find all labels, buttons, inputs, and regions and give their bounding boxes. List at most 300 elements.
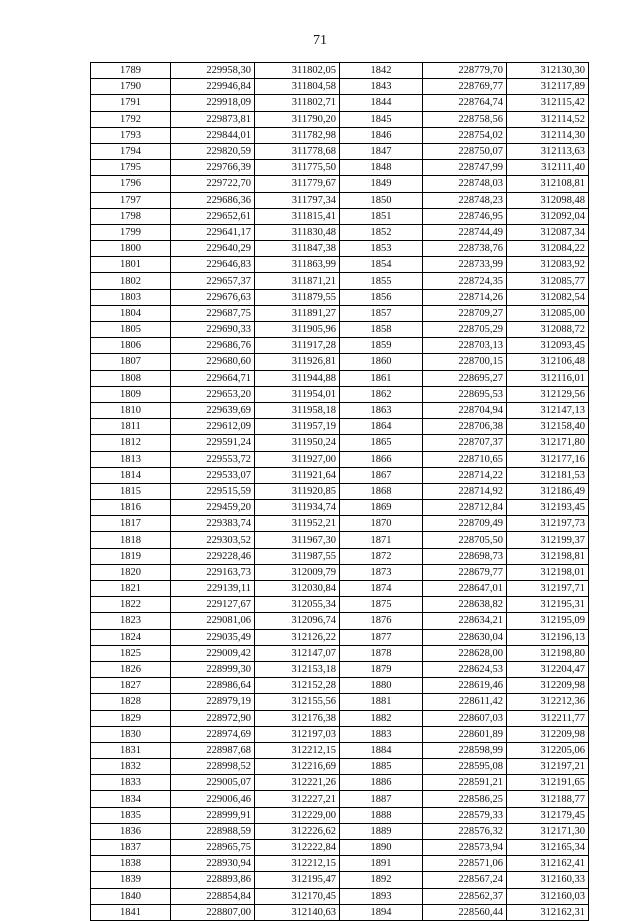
table-row	[91, 483, 589, 499]
x-coordinate-cell: 229680,60	[171, 354, 255, 370]
y-coordinate-cell: 311958,18	[255, 402, 340, 418]
y-coordinate-cell: 311950,24	[255, 435, 340, 451]
y-coordinate-cell: 311804,58	[255, 79, 340, 95]
x-coordinate-cell: 228972,90	[171, 710, 255, 726]
y-coordinate-cell: 312212,15	[255, 742, 340, 758]
point-number-cell: 1883	[340, 726, 423, 742]
point-number-cell: 1869	[340, 500, 423, 516]
point-number-cell: 1868	[340, 483, 423, 499]
y-coordinate-cell: 312197,71	[507, 581, 589, 597]
table-row	[91, 645, 589, 661]
x-coordinate-cell: 228560,44	[423, 904, 507, 920]
table-row	[91, 435, 589, 451]
x-coordinate-cell: 228595,08	[423, 759, 507, 775]
point-number-cell: 1852	[340, 224, 423, 240]
table-row	[91, 305, 589, 321]
point-number-cell: 1873	[340, 564, 423, 580]
x-coordinate-cell: 228703,13	[423, 338, 507, 354]
x-coordinate-cell: 228747,99	[423, 160, 507, 176]
point-number-cell: 1831	[91, 742, 171, 758]
y-coordinate-cell: 312170,45	[255, 888, 340, 904]
point-number-cell: 1836	[91, 823, 171, 839]
point-number-cell: 1876	[340, 613, 423, 629]
point-number-cell: 1864	[340, 419, 423, 435]
y-coordinate-cell: 312160,03	[507, 888, 589, 904]
point-number-cell: 1829	[91, 710, 171, 726]
point-number-cell: 1872	[340, 548, 423, 564]
y-coordinate-cell: 311905,96	[255, 322, 340, 338]
table-row	[91, 192, 589, 208]
table-row	[91, 888, 589, 904]
table-row	[91, 95, 589, 111]
x-coordinate-cell: 229139,11	[171, 581, 255, 597]
point-number-cell: 1871	[340, 532, 423, 548]
y-coordinate-cell: 312083,92	[507, 257, 589, 273]
table-row	[91, 338, 589, 354]
point-number-cell: 1832	[91, 759, 171, 775]
point-number-cell: 1798	[91, 208, 171, 224]
point-number-cell: 1855	[340, 273, 423, 289]
table-row	[91, 451, 589, 467]
x-coordinate-cell: 229612,09	[171, 419, 255, 435]
y-coordinate-cell: 312198,81	[507, 548, 589, 564]
y-coordinate-cell: 312106,48	[507, 354, 589, 370]
point-number-cell: 1820	[91, 564, 171, 580]
y-coordinate-cell: 312115,42	[507, 95, 589, 111]
x-coordinate-cell: 228748,23	[423, 192, 507, 208]
x-coordinate-cell: 229686,36	[171, 192, 255, 208]
point-number-cell: 1839	[91, 872, 171, 888]
y-coordinate-cell: 312199,37	[507, 532, 589, 548]
y-coordinate-cell: 312055,34	[255, 597, 340, 613]
x-coordinate-cell: 229228,46	[171, 548, 255, 564]
x-coordinate-cell: 229686,76	[171, 338, 255, 354]
table-row	[91, 775, 589, 791]
y-coordinate-cell: 311952,21	[255, 516, 340, 532]
point-number-cell: 1857	[340, 305, 423, 321]
x-coordinate-cell: 228638,82	[423, 597, 507, 613]
point-number-cell: 1817	[91, 516, 171, 532]
point-number-cell: 1845	[340, 111, 423, 127]
y-coordinate-cell: 312226,62	[255, 823, 340, 839]
x-coordinate-cell: 229676,63	[171, 289, 255, 305]
x-coordinate-cell: 228576,32	[423, 823, 507, 839]
point-number-cell: 1821	[91, 581, 171, 597]
point-number-cell: 1802	[91, 273, 171, 289]
point-number-cell: 1875	[340, 597, 423, 613]
y-coordinate-cell: 311926,81	[255, 354, 340, 370]
y-coordinate-cell: 312114,30	[507, 127, 589, 143]
y-coordinate-cell: 311847,38	[255, 241, 340, 257]
y-coordinate-cell: 312176,38	[255, 710, 340, 726]
y-coordinate-cell: 311957,19	[255, 419, 340, 435]
point-number-cell: 1886	[340, 775, 423, 791]
point-number-cell: 1813	[91, 451, 171, 467]
x-coordinate-cell: 228988,59	[171, 823, 255, 839]
point-number-cell: 1891	[340, 856, 423, 872]
x-coordinate-cell: 229844,01	[171, 127, 255, 143]
y-coordinate-cell: 312165,34	[507, 840, 589, 856]
point-number-cell: 1823	[91, 613, 171, 629]
y-coordinate-cell: 312179,45	[507, 807, 589, 823]
point-number-cell: 1803	[91, 289, 171, 305]
x-coordinate-cell: 228705,50	[423, 532, 507, 548]
x-coordinate-cell: 228695,27	[423, 370, 507, 386]
x-coordinate-cell: 228571,06	[423, 856, 507, 872]
point-number-cell: 1789	[91, 63, 171, 79]
x-coordinate-cell: 228562,37	[423, 888, 507, 904]
point-number-cell: 1797	[91, 192, 171, 208]
point-number-cell: 1804	[91, 305, 171, 321]
table-row	[91, 564, 589, 580]
table-row	[91, 63, 589, 79]
point-number-cell: 1814	[91, 467, 171, 483]
x-coordinate-cell: 228573,94	[423, 840, 507, 856]
y-coordinate-cell: 312181,53	[507, 467, 589, 483]
y-coordinate-cell: 311920,85	[255, 483, 340, 499]
x-coordinate-cell: 228706,38	[423, 419, 507, 435]
x-coordinate-cell: 228601,89	[423, 726, 507, 742]
y-coordinate-cell: 311934,74	[255, 500, 340, 516]
x-coordinate-cell: 228698,73	[423, 548, 507, 564]
point-number-cell: 1858	[340, 322, 423, 338]
y-coordinate-cell: 311863,99	[255, 257, 340, 273]
y-coordinate-cell: 312186,49	[507, 483, 589, 499]
x-coordinate-cell: 229946,84	[171, 79, 255, 95]
point-number-cell: 1835	[91, 807, 171, 823]
point-number-cell: 1815	[91, 483, 171, 499]
y-coordinate-cell: 311782,98	[255, 127, 340, 143]
table-row	[91, 742, 589, 758]
table-row	[91, 904, 589, 920]
point-number-cell: 1809	[91, 386, 171, 402]
point-number-cell: 1847	[340, 143, 423, 159]
y-coordinate-cell: 312162,31	[507, 904, 589, 920]
x-coordinate-cell: 229641,17	[171, 224, 255, 240]
x-coordinate-cell: 228764,74	[423, 95, 507, 111]
point-number-cell: 1861	[340, 370, 423, 386]
table-row	[91, 678, 589, 694]
x-coordinate-cell: 228724,35	[423, 273, 507, 289]
y-coordinate-cell: 312198,80	[507, 645, 589, 661]
table-row	[91, 176, 589, 192]
x-coordinate-cell: 228709,27	[423, 305, 507, 321]
point-number-cell: 1843	[340, 79, 423, 95]
x-coordinate-cell: 228986,64	[171, 678, 255, 694]
point-number-cell: 1893	[340, 888, 423, 904]
x-coordinate-cell: 228710,65	[423, 451, 507, 467]
point-number-cell: 1791	[91, 95, 171, 111]
table-row	[91, 111, 589, 127]
x-coordinate-cell: 228647,01	[423, 581, 507, 597]
y-coordinate-cell: 312196,13	[507, 629, 589, 645]
x-coordinate-cell: 228733,99	[423, 257, 507, 273]
x-coordinate-cell: 228779,70	[423, 63, 507, 79]
x-coordinate-cell: 228738,76	[423, 241, 507, 257]
point-number-cell: 1894	[340, 904, 423, 920]
y-coordinate-cell: 312085,00	[507, 305, 589, 321]
table-row	[91, 370, 589, 386]
x-coordinate-cell: 229081,06	[171, 613, 255, 629]
table-row	[91, 273, 589, 289]
y-coordinate-cell: 312117,89	[507, 79, 589, 95]
table-row	[91, 386, 589, 402]
y-coordinate-cell: 311778,68	[255, 143, 340, 159]
point-number-cell: 1790	[91, 79, 171, 95]
point-number-cell: 1848	[340, 160, 423, 176]
y-coordinate-cell: 312155,56	[255, 694, 340, 710]
point-number-cell: 1859	[340, 338, 423, 354]
x-coordinate-cell: 229657,37	[171, 273, 255, 289]
y-coordinate-cell: 312171,30	[507, 823, 589, 839]
x-coordinate-cell: 229687,75	[171, 305, 255, 321]
y-coordinate-cell: 312129,56	[507, 386, 589, 402]
x-coordinate-cell: 228974,69	[171, 726, 255, 742]
table-row	[91, 791, 589, 807]
y-coordinate-cell: 312082,54	[507, 289, 589, 305]
x-coordinate-cell: 229515,59	[171, 483, 255, 499]
point-number-cell: 1851	[340, 208, 423, 224]
table-row	[91, 532, 589, 548]
point-number-cell: 1881	[340, 694, 423, 710]
x-coordinate-cell: 228893,86	[171, 872, 255, 888]
y-coordinate-cell: 312195,31	[507, 597, 589, 613]
point-number-cell: 1889	[340, 823, 423, 839]
x-coordinate-cell: 229766,39	[171, 160, 255, 176]
x-coordinate-cell: 228567,24	[423, 872, 507, 888]
x-coordinate-cell: 228586,25	[423, 791, 507, 807]
table-row	[91, 322, 589, 338]
x-coordinate-cell: 228705,29	[423, 322, 507, 338]
x-coordinate-cell: 228634,21	[423, 613, 507, 629]
table-row	[91, 160, 589, 176]
point-number-cell: 1795	[91, 160, 171, 176]
table-row	[91, 597, 589, 613]
y-coordinate-cell: 312130,30	[507, 63, 589, 79]
table-row	[91, 629, 589, 645]
table-row	[91, 516, 589, 532]
point-number-cell: 1830	[91, 726, 171, 742]
table-row	[91, 127, 589, 143]
x-coordinate-cell: 229163,73	[171, 564, 255, 580]
y-coordinate-cell: 312098,48	[507, 192, 589, 208]
table-row	[91, 613, 589, 629]
coordinates-table	[90, 62, 589, 921]
point-number-cell: 1879	[340, 661, 423, 677]
table-row	[91, 759, 589, 775]
x-coordinate-cell: 228854,84	[171, 888, 255, 904]
y-coordinate-cell: 311987,55	[255, 548, 340, 564]
x-coordinate-cell: 228999,91	[171, 807, 255, 823]
point-number-cell: 1807	[91, 354, 171, 370]
point-number-cell: 1856	[340, 289, 423, 305]
y-coordinate-cell: 312171,80	[507, 435, 589, 451]
point-number-cell: 1890	[340, 840, 423, 856]
point-number-cell: 1838	[91, 856, 171, 872]
table-row	[91, 840, 589, 856]
point-number-cell: 1846	[340, 127, 423, 143]
table-row	[91, 79, 589, 95]
y-coordinate-cell: 311879,55	[255, 289, 340, 305]
y-coordinate-cell: 312030,84	[255, 581, 340, 597]
point-number-cell: 1801	[91, 257, 171, 273]
table-row	[91, 467, 589, 483]
x-coordinate-cell: 228998,52	[171, 759, 255, 775]
point-number-cell: 1811	[91, 419, 171, 435]
table-row	[91, 354, 589, 370]
table-row	[91, 257, 589, 273]
point-number-cell: 1824	[91, 629, 171, 645]
x-coordinate-cell: 228619,46	[423, 678, 507, 694]
x-coordinate-cell: 229918,09	[171, 95, 255, 111]
x-coordinate-cell: 228707,37	[423, 435, 507, 451]
table-row	[91, 872, 589, 888]
point-number-cell: 1799	[91, 224, 171, 240]
x-coordinate-cell: 228704,94	[423, 402, 507, 418]
point-number-cell: 1822	[91, 597, 171, 613]
y-coordinate-cell: 311815,41	[255, 208, 340, 224]
point-number-cell: 1805	[91, 322, 171, 338]
point-number-cell: 1865	[340, 435, 423, 451]
x-coordinate-cell: 228630,04	[423, 629, 507, 645]
point-number-cell: 1819	[91, 548, 171, 564]
point-number-cell: 1887	[340, 791, 423, 807]
y-coordinate-cell: 312195,09	[507, 613, 589, 629]
point-number-cell: 1808	[91, 370, 171, 386]
x-coordinate-cell: 228611,42	[423, 694, 507, 710]
point-number-cell: 1841	[91, 904, 171, 920]
table-row	[91, 823, 589, 839]
point-number-cell: 1882	[340, 710, 423, 726]
y-coordinate-cell: 312193,45	[507, 500, 589, 516]
point-number-cell: 1844	[340, 95, 423, 111]
point-number-cell: 1885	[340, 759, 423, 775]
point-number-cell: 1810	[91, 402, 171, 418]
point-number-cell: 1866	[340, 451, 423, 467]
x-coordinate-cell: 229958,30	[171, 63, 255, 79]
y-coordinate-cell: 311954,01	[255, 386, 340, 402]
x-coordinate-cell: 229640,29	[171, 241, 255, 257]
y-coordinate-cell: 311775,50	[255, 160, 340, 176]
x-coordinate-cell: 228744,49	[423, 224, 507, 240]
x-coordinate-cell: 229639,69	[171, 402, 255, 418]
point-number-cell: 1816	[91, 500, 171, 516]
x-coordinate-cell: 228758,56	[423, 111, 507, 127]
point-number-cell: 1828	[91, 694, 171, 710]
y-coordinate-cell: 312009,79	[255, 564, 340, 580]
y-coordinate-cell: 312197,03	[255, 726, 340, 742]
x-coordinate-cell: 229127,67	[171, 597, 255, 613]
point-number-cell: 1837	[91, 840, 171, 856]
x-coordinate-cell: 228591,21	[423, 775, 507, 791]
x-coordinate-cell: 229553,72	[171, 451, 255, 467]
y-coordinate-cell: 311797,34	[255, 192, 340, 208]
y-coordinate-cell: 312147,13	[507, 402, 589, 418]
x-coordinate-cell: 229459,20	[171, 500, 255, 516]
y-coordinate-cell: 312227,21	[255, 791, 340, 807]
x-coordinate-cell: 229591,24	[171, 435, 255, 451]
y-coordinate-cell: 312195,47	[255, 872, 340, 888]
y-coordinate-cell: 311871,21	[255, 273, 340, 289]
page-number: 71	[313, 33, 327, 48]
x-coordinate-cell: 229383,74	[171, 516, 255, 532]
point-number-cell: 1827	[91, 678, 171, 694]
y-coordinate-cell: 312216,69	[255, 759, 340, 775]
y-coordinate-cell: 312211,77	[507, 710, 589, 726]
table-row	[91, 208, 589, 224]
point-number-cell: 1892	[340, 872, 423, 888]
point-number-cell: 1800	[91, 241, 171, 257]
table-row	[91, 289, 589, 305]
x-coordinate-cell: 229303,52	[171, 532, 255, 548]
point-number-cell: 1853	[340, 241, 423, 257]
y-coordinate-cell: 312212,36	[507, 694, 589, 710]
table-row	[91, 807, 589, 823]
point-number-cell: 1874	[340, 581, 423, 597]
x-coordinate-cell: 229035,49	[171, 629, 255, 645]
x-coordinate-cell: 228807,00	[171, 904, 255, 920]
y-coordinate-cell: 312093,45	[507, 338, 589, 354]
point-number-cell: 1878	[340, 645, 423, 661]
point-number-cell: 1854	[340, 257, 423, 273]
x-coordinate-cell: 228700,15	[423, 354, 507, 370]
table-row	[91, 726, 589, 742]
table-row	[91, 419, 589, 435]
point-number-cell: 1849	[340, 176, 423, 192]
y-coordinate-cell: 312212,15	[255, 856, 340, 872]
y-coordinate-cell: 311802,05	[255, 63, 340, 79]
x-coordinate-cell: 228748,03	[423, 176, 507, 192]
x-coordinate-cell: 229873,81	[171, 111, 255, 127]
y-coordinate-cell: 312092,04	[507, 208, 589, 224]
point-number-cell: 1806	[91, 338, 171, 354]
y-coordinate-cell: 312209,98	[507, 726, 589, 742]
y-coordinate-cell: 312140,63	[255, 904, 340, 920]
y-coordinate-cell: 312114,52	[507, 111, 589, 127]
table-row	[91, 402, 589, 418]
table-row	[91, 224, 589, 240]
y-coordinate-cell: 312152,28	[255, 678, 340, 694]
x-coordinate-cell: 228712,84	[423, 500, 507, 516]
x-coordinate-cell: 228769,77	[423, 79, 507, 95]
y-coordinate-cell: 312147,07	[255, 645, 340, 661]
y-coordinate-cell: 312108,81	[507, 176, 589, 192]
x-coordinate-cell: 228714,22	[423, 467, 507, 483]
x-coordinate-cell: 228746,95	[423, 208, 507, 224]
y-coordinate-cell: 312111,40	[507, 160, 589, 176]
point-number-cell: 1867	[340, 467, 423, 483]
x-coordinate-cell: 229820,59	[171, 143, 255, 159]
x-coordinate-cell: 228628,00	[423, 645, 507, 661]
x-coordinate-cell: 229646,83	[171, 257, 255, 273]
x-coordinate-cell: 229533,07	[171, 467, 255, 483]
table-row	[91, 661, 589, 677]
point-number-cell: 1834	[91, 791, 171, 807]
table-row	[91, 548, 589, 564]
y-coordinate-cell: 311830,48	[255, 224, 340, 240]
x-coordinate-cell: 228624,53	[423, 661, 507, 677]
y-coordinate-cell: 312160,33	[507, 872, 589, 888]
y-coordinate-cell: 312096,74	[255, 613, 340, 629]
x-coordinate-cell: 228714,26	[423, 289, 507, 305]
x-coordinate-cell: 229009,42	[171, 645, 255, 661]
point-number-cell: 1888	[340, 807, 423, 823]
x-coordinate-cell: 229722,70	[171, 176, 255, 192]
y-coordinate-cell: 311944,88	[255, 370, 340, 386]
x-coordinate-cell: 228679,77	[423, 564, 507, 580]
y-coordinate-cell: 312085,77	[507, 273, 589, 289]
y-coordinate-cell: 312204,47	[507, 661, 589, 677]
